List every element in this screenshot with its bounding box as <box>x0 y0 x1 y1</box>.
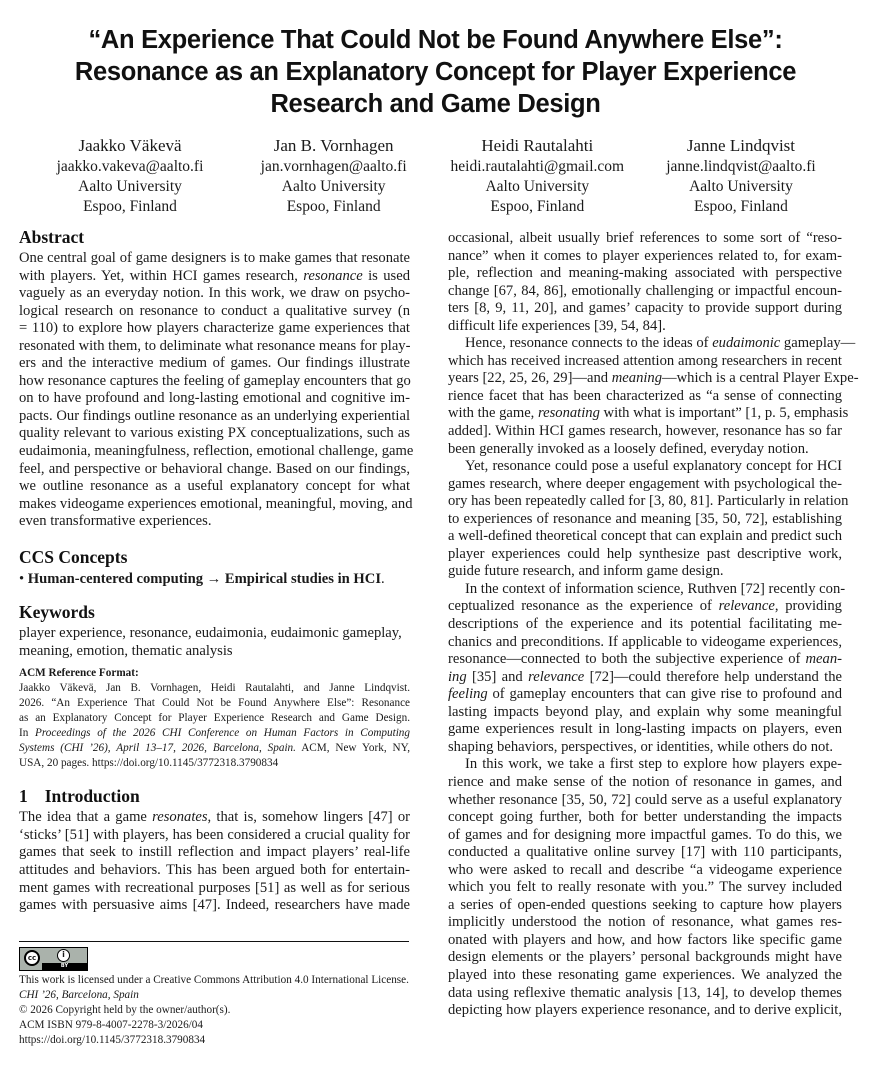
text-line: games that seek to instill reflection and impact players’ real-life <box>19 844 410 861</box>
author-location: Espoo, Finland <box>286 198 381 215</box>
title-line: “An Experience That Could Not be Found Anywhere Else”: <box>88 26 783 54</box>
text-line: One central goal of game designers is to make games that resonate <box>19 250 410 266</box>
text-line: ing [35] and relevance [72]—could therefore help understand the <box>448 668 842 685</box>
abstract-heading: Abstract <box>19 227 85 247</box>
text-line: ple, reflection and meaning-making associated with perspective <box>448 265 842 282</box>
section-title: Introduction <box>44 786 140 807</box>
text-line: 2026. “An Experience That Could Not be Found Anywhere Else”: Resonance <box>19 697 410 710</box>
author-email[interactable]: heidi.rautalahti@gmail.com <box>450 158 625 175</box>
by-label: BY <box>42 963 87 970</box>
abstract-body <box>19 250 414 531</box>
text-line: lasting impacts beyond play, and explain why some meaningful <box>448 703 842 720</box>
attribution-icon: i <box>57 949 70 962</box>
author <box>234 135 434 217</box>
author-location: Espoo, Finland <box>694 198 788 215</box>
text-line: how resonance captures the feeling of gameplay encounters that go <box>19 372 411 389</box>
text-line: Yet, resonance could pose a useful explanatory concept for HCI <box>465 458 842 475</box>
text-line: which you felt to really resonate with you.” The survey included <box>448 879 842 896</box>
creative-commons-icon: cc <box>24 950 40 966</box>
text-line: onated with players and how, and how factors like specific game <box>448 931 842 948</box>
text-line: Systems (CHI ’26), April 13–17, 2026, Barcelona, Spain. ACM, New York, NY, <box>19 742 410 755</box>
cc-by-license-badge[interactable] <box>19 947 88 971</box>
author-affiliation: Aalto University <box>281 178 386 195</box>
text-line: CHI ’26, Barcelona, Spain <box>19 989 139 1001</box>
author-affiliation: Aalto University <box>78 178 182 195</box>
author-name: Janne Lindqvist <box>686 136 796 155</box>
text-line: feel, and perspective or behavioral change. Based on our findings, <box>19 460 410 477</box>
paragraph <box>448 580 846 756</box>
text-line: on to have profound and long-lasting emotional and cognitive im- <box>19 390 410 407</box>
text-line: concept going further, both for better understanding the impacts <box>448 809 842 826</box>
keywords-body <box>19 625 410 660</box>
author <box>437 135 637 217</box>
text-line: In this work, we take a first step to explore how players expe- <box>465 756 842 773</box>
text-line: quality relevant to various existing PX conceptualizations, such as <box>19 425 410 442</box>
text-line: meaning, emotion, thematic analysis <box>19 642 233 659</box>
text-line: eudaimonia, meaningfulness, reflection, emotional challenge, game <box>19 443 414 460</box>
author-location: Espoo, Finland <box>490 198 585 215</box>
paragraph <box>448 756 842 1019</box>
text-line: chanics and preconditions. If applicable to videogame experiences, <box>448 633 842 650</box>
text-line: nance” when it comes to player experiences related to, for exam- <box>448 247 842 264</box>
text-line: © 2026 Copyright held by the owner/author(s). <box>19 1004 231 1016</box>
ccs-concept-end: . <box>381 570 385 587</box>
text-line: This work is licensed under a Creative Commons Attribution 4.0 International License. <box>19 974 409 986</box>
footer-copyright <box>19 973 414 1048</box>
introduction-right-body <box>448 230 859 1020</box>
text-line: with players. Yet, within HCI games research, resonance is used <box>19 267 410 284</box>
text-line: data using reflexive thematic analysis [13, 14], to develop themes <box>448 984 842 1001</box>
acm-reference-heading: ACM Reference Format: <box>19 667 139 680</box>
text-line: years [22, 25, 26, 29]—and meaning—which is a central Player Expe- <box>448 370 859 387</box>
text-line: USA, 20 pages. https://doi.org/10.1145/3772318.3790834 <box>19 757 279 770</box>
text-line: games with persuasive aims [47]. Indeed, researchers have made <box>19 897 410 914</box>
text-line: a well-defined theoretical concept that can explain and predict such <box>448 528 842 545</box>
title-line: Resonance as an Explanatory Concept for Player Experience <box>74 58 797 86</box>
right-column <box>448 230 859 1020</box>
text-line: pacts. Our findings outline resonance as an underlying experiential <box>19 407 410 424</box>
footnote-divider <box>19 941 409 942</box>
text-line: a series of open-ended questions seeking to capture how players <box>448 896 842 913</box>
author-block <box>30 135 841 217</box>
ccs-heading: CCS Concepts <box>19 546 128 567</box>
text-line: vaguely as an everyday notion. In this work, we draw on psycho- <box>19 285 410 302</box>
text-line: played into these resonating game experiences. We analyzed the <box>448 966 842 983</box>
text-line: change [67, 84, 86], emotionally challenging or impactful encoun- <box>448 282 842 299</box>
acm-reference-body <box>19 681 410 771</box>
author-email[interactable]: jan.vornhagen@aalto.fi <box>260 158 407 175</box>
text-line: rience and make sense of the notion of resonance in games, and <box>448 773 842 790</box>
text-line: conducted a qualitative online survey [17] with 110 participants, <box>448 844 842 861</box>
text-line: ‘sticks’ [51] with players, has been considered a crucial quality for <box>19 826 410 843</box>
text-line: which has received increased attention among researchers in recent <box>448 352 842 369</box>
text-line: games research, where deeper engagement with psychological the- <box>448 475 842 492</box>
text-line: guide future research, and inform game design. <box>448 563 724 580</box>
introduction-left-body <box>19 809 410 914</box>
title-line: Research and Game Design <box>270 90 601 118</box>
text-line: as an Explanatory Concept for Player Experience Research and Game Design. <box>19 712 410 725</box>
text-line: ters [8, 9, 11, 20], and games’ capacity to provide support during <box>448 300 842 317</box>
author-affiliation: Aalto University <box>689 178 793 195</box>
text-line: shaping behaviors, perspectives, or identities, while others do not. <box>448 738 834 755</box>
paragraph <box>448 458 849 581</box>
paper-title <box>0 24 871 120</box>
text-line: resonated with them, to deliminate what resonance means for play- <box>19 337 411 354</box>
text-line: attitudes and behaviors. This has been argued both for entertain- <box>19 862 410 879</box>
author-email[interactable]: janne.lindqvist@aalto.fi <box>666 158 816 175</box>
text-line: even transformative experiences. <box>19 513 212 530</box>
text-line: The idea that a game resonates, that is, somehow lingers [47] or <box>19 809 410 826</box>
text-line: to experiences of resonance and meaning [35, 50, 72], establishing <box>448 510 842 527</box>
text-line: been generally invoked as a loosely defined, everyday notion. <box>448 440 809 457</box>
text-line: added]. Within HCI games research, however, resonance has so far <box>448 423 842 440</box>
text-line: Hence, resonance connects to the ideas of eudaimonic gameplay— <box>465 335 856 352</box>
section-number: 1 <box>19 786 28 807</box>
text-line: ory has been repeatedly called for [3, 80, 81]. Particularly in relation <box>448 493 849 510</box>
text-line: who were asked to recall and describe “a videogame experience <box>448 861 842 878</box>
text-line: occasional, albeit usually brief references to some sort of “reso- <box>448 230 842 246</box>
paragraph <box>448 335 859 458</box>
author-name: Jaakko Väkevä <box>78 136 182 155</box>
text-line: depicting how players experience resonance, and to derive explicit, <box>448 1002 842 1019</box>
text-line: with the game, resonating with what is important” [1, p. 5, emphasis <box>448 405 849 422</box>
author-name: Heidi Rautalahti <box>481 136 594 155</box>
text-line: Jaakko Väkevä, Jan B. Vornhagen, Heidi Rautalahti, and Janne Lindqvist. <box>19 682 410 695</box>
text-line: feeling of gameplay encounters that can give rise to profound and <box>448 686 842 703</box>
text-line: implicitly understood the notion of resonance, what games res- <box>448 914 842 931</box>
author-location: Espoo, Finland <box>83 198 177 215</box>
author <box>30 135 230 217</box>
ccs-concept <box>19 571 410 589</box>
text-line: logical research on resonance to conduct a qualitative survey (n <box>19 302 410 319</box>
text-line: rience facet that has been characterized as “a sense of connecting <box>448 387 842 404</box>
text-line: player experiences could help synthesize past descriptive work, <box>448 545 842 562</box>
text-line: In the context of information science, Ruthven [72] recently con- <box>465 580 846 597</box>
text-line: game experiences result in long-lasting impacts on players, even <box>448 721 842 738</box>
text-line: = 110) to explore how players characterize game experiences that <box>19 320 410 337</box>
text-line: In Proceedings of the 2026 CHI Conference on Human Factors in Computing <box>19 727 410 740</box>
text-line: ment games with recreational purposes [51] as well as for serious <box>19 879 410 896</box>
text-line: makes videogame experiences emotional, meaningful, moving, and <box>19 495 413 512</box>
author <box>641 135 841 217</box>
text-line: ceptualized resonance as the experience of relevance, providing <box>448 598 842 615</box>
text-line: player experience, resonance, eudaimonia, eudaimonic gameplay, <box>19 625 402 642</box>
author-name: Jan B. Vornhagen <box>273 136 394 155</box>
text-line: we outline resonance as a useful explanatory concept for what <box>19 478 410 495</box>
author-email[interactable]: jaakko.vakeva@aalto.fi <box>56 158 204 175</box>
bullet: • <box>19 570 25 587</box>
text-line: resonance—connected to both the subjective experience of mean- <box>448 651 842 668</box>
text-line: difficult life experiences [39, 54, 84]. <box>448 317 666 334</box>
text-line: of games and for designing more impactful games. To do this, we <box>448 826 842 843</box>
paragraph <box>448 230 842 335</box>
text-line: ers and the interactive medium of games. Our findings illustrate <box>19 355 410 372</box>
left-column <box>19 226 414 915</box>
keywords-heading: Keywords <box>19 602 95 623</box>
section-heading-introduction <box>19 785 410 807</box>
text-line: https://doi.org/10.1145/3772318.3790834 <box>19 1034 206 1046</box>
text-line: design elements or the players’ personal backgrounds might have <box>448 949 842 966</box>
text-line: ACM ISBN 979-8-4007-2278-3/2026/04 <box>19 1019 203 1031</box>
text-line: descriptions of the experience and its potential facilitating me- <box>448 616 842 633</box>
ccs-concept-text: Human-centered computing → Empirical studies in HCI <box>27 570 382 587</box>
text-line: whether resonance [35, 50, 72] could serve as a useful explanatory <box>448 791 842 808</box>
author-affiliation: Aalto University <box>485 178 590 195</box>
